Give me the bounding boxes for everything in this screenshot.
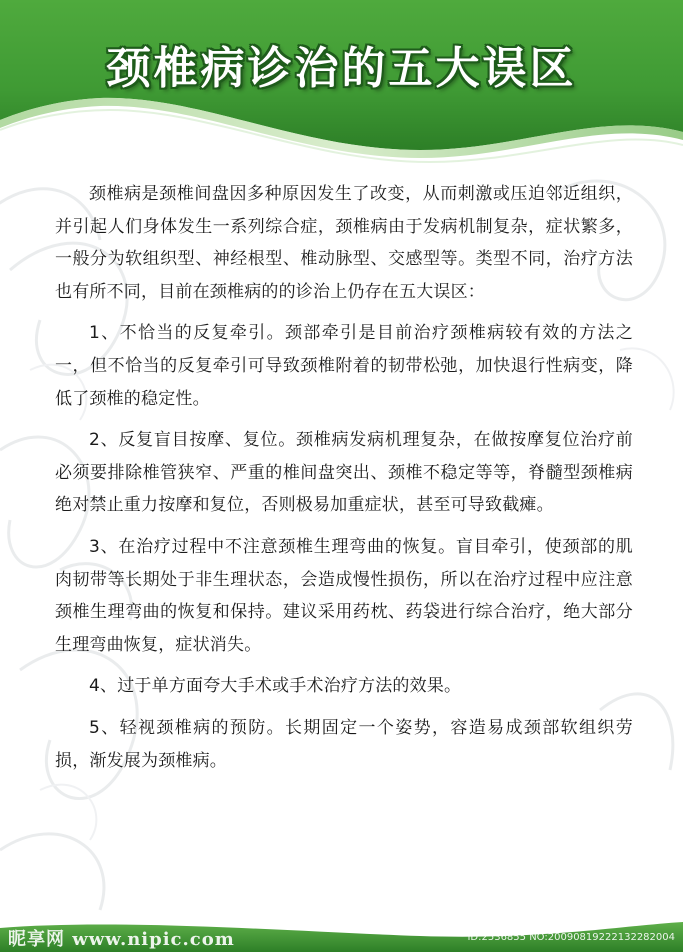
watermark-id: ID:2536855 NO:20090819222132282004 — [467, 932, 675, 943]
misconception-4-paragraph: 4、过于单方面夸大手术或手术治疗方法的效果。 — [89, 676, 462, 697]
misconception-3-paragraph: 3、在治疗过程中不注意颈椎生理弯曲的恢复。盲目牵引，使颈部的肌肉韧带等长期处于非生理状态，会造成慢性损伤，所以在治疗过程中应注意颈椎生理弯曲的恢复和保持。建议采用药枕、药袋进行综合治疗，绝大部分生理弯曲恢复，症状消失。 — [55, 536, 633, 655]
article-body — [55, 178, 633, 786]
misconception-5-paragraph: 5、轻视颈椎病的预防。长期固定一个姿势，容造易成颈部软组织劳损，渐发展为颈椎病。 — [55, 717, 633, 771]
misconception-2-paragraph: 2、反复盲目按摩、复位。颈椎病发病机理复杂，在做按摩复位治疗前必须要排除椎管狭窄、严重的椎间盘突出、颈椎不稳定等等，脊髓型颈椎病绝对禁止重力按摩和复位，否则极易加重症状，甚至可导致截瘫。 — [55, 430, 633, 516]
page-title: 颈椎病诊治的五大误区 — [106, 43, 577, 94]
intro-paragraph: 颈椎病是颈椎间盘因多种原因发生了改变，从而刺激或压迫邻近组织，并引起人们身体发生一系列综合症，颈椎病由于发病机制复杂，症状繁多，一般分为软组织型、神经根型、椎动脉型、交感型等。类型不同，治疗方法也有所不同，目前在颈椎病的的诊治上仍存在五大误区： — [55, 184, 633, 302]
misconception-1-paragraph: 1、不恰当的反复牵引。颈部牵引是目前治疗颈椎病较有效的方法之一，但不恰当的反复牵引可导致颈椎附着的韧带松弛，加快退行性病变，降低了颈椎的稳定性。 — [55, 323, 633, 409]
watermark-logo: 昵享网 www.nipic.com — [8, 929, 235, 950]
